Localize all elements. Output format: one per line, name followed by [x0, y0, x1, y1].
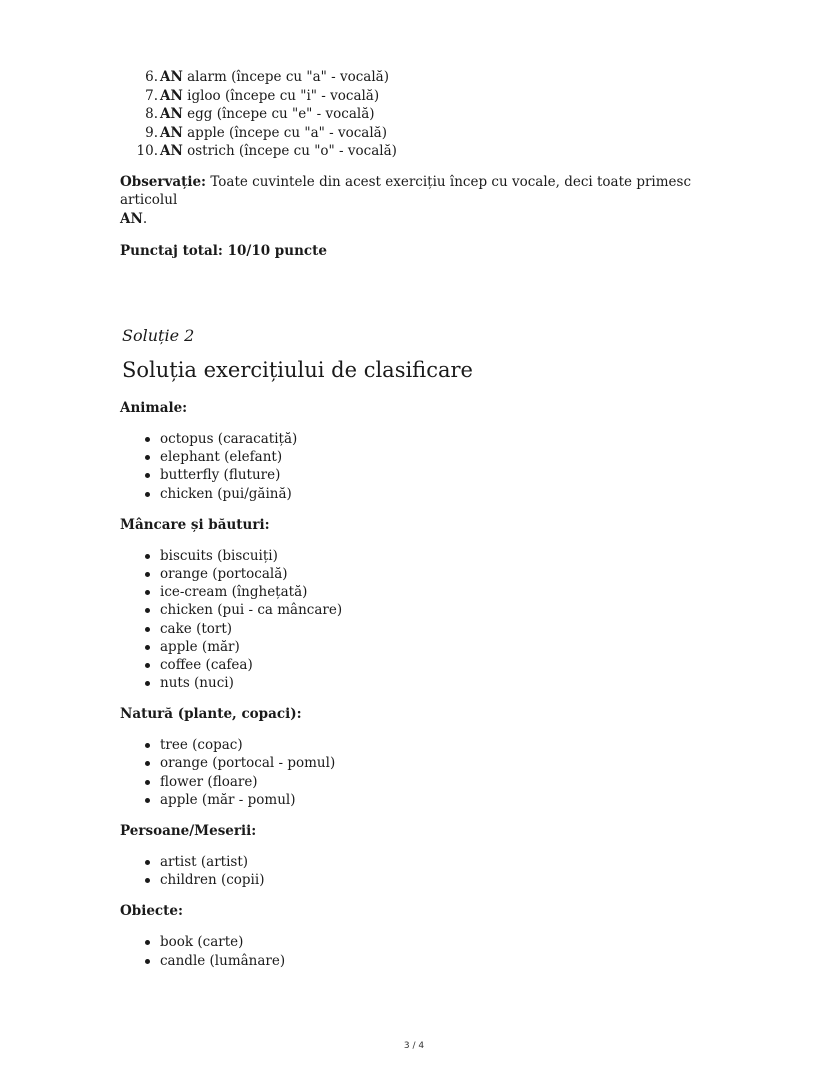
classification-section — [120, 398, 720, 982]
list-item — [145, 124, 720, 143]
list-item: elephant (elefant) — [160, 448, 720, 466]
category-title-nature: Natură (plante, copaci): — [120, 706, 302, 723]
list-item: ice-cream (înghețată) — [160, 583, 720, 601]
list-item: chicken (pui - ca mâncare) — [160, 601, 720, 619]
total-score — [120, 242, 720, 261]
list-item: apple (măr - pomul) — [160, 791, 720, 809]
list-item: book (carte) — [160, 933, 720, 951]
list-item — [145, 105, 720, 124]
list-item: nuts (nuci) — [160, 674, 720, 692]
item-number: 6. — [145, 69, 158, 85]
observation-label: Observație: — [120, 173, 207, 190]
list-item: octopus (caracatiță) — [160, 430, 720, 448]
item-text: igloo (începe cu "i" - vocală) — [187, 87, 380, 104]
item-number: 8. — [145, 106, 158, 122]
observation-text: Toate cuvintele din acest exercițiu încep cu vocale, deci toate primesc articolul — [120, 173, 692, 208]
list-item: cake (tort) — [160, 620, 720, 638]
article: AN — [160, 143, 183, 159]
answer-list — [120, 68, 720, 161]
solution-label: Soluție 2 — [122, 326, 195, 345]
category-list-food — [120, 547, 720, 693]
list-item: apple (măr) — [160, 638, 720, 656]
list-item: coffee (cafea) — [160, 656, 720, 674]
item-text: egg (începe cu "e" - vocală) — [187, 106, 375, 122]
answer-section — [120, 68, 720, 261]
category-title-animals: Animale: — [120, 400, 188, 416]
list-item: tree (copac) — [160, 736, 720, 754]
list-item: candle (lumânare) — [160, 952, 720, 970]
article: AN — [160, 87, 183, 104]
page-number: 3 / 4 — [403, 1041, 425, 1051]
item-number: 9. — [145, 124, 158, 141]
list-item: butterfly (fluture) — [160, 466, 720, 484]
list-item — [145, 87, 720, 106]
item-number: 7. — [145, 87, 158, 104]
item-text: apple (începe cu "a" - vocală) — [187, 124, 387, 141]
item-number: 10. — [136, 143, 158, 159]
list-item — [136, 142, 720, 161]
list-item: biscuits (biscuiți) — [160, 547, 720, 565]
list-item — [145, 68, 720, 87]
category-title-food: Mâncare și băuturi: — [120, 516, 270, 533]
category-list-animals — [120, 430, 720, 503]
article: AN — [160, 124, 183, 141]
article: AN — [160, 106, 183, 122]
observation-end: . — [142, 210, 148, 227]
score-text: Punctaj total: 10/10 puncte — [120, 243, 327, 259]
list-item: flower (floare) — [160, 773, 720, 791]
category-list-objects — [120, 933, 720, 969]
category-list-people — [120, 853, 720, 889]
list-item: orange (portocală) — [160, 565, 720, 583]
article: AN — [160, 69, 183, 85]
category-title-objects: Obiecte: — [120, 903, 183, 920]
observation-article: AN — [120, 210, 143, 227]
list-item: artist (artist) — [160, 853, 720, 871]
solution-title: Soluția exercițiului de clasificare — [122, 358, 473, 382]
list-item: chicken (pui/găină) — [160, 485, 720, 503]
category-title-people: Persoane/Meserii: — [120, 823, 257, 839]
list-item: orange (portocal - pomul) — [160, 754, 720, 772]
item-text: alarm (începe cu "a" - vocală) — [187, 69, 389, 85]
list-item: children (copii) — [160, 871, 720, 889]
observation — [120, 173, 720, 229]
category-list-nature — [120, 736, 720, 809]
item-text: ostrich (începe cu "o" - vocală) — [187, 143, 397, 159]
